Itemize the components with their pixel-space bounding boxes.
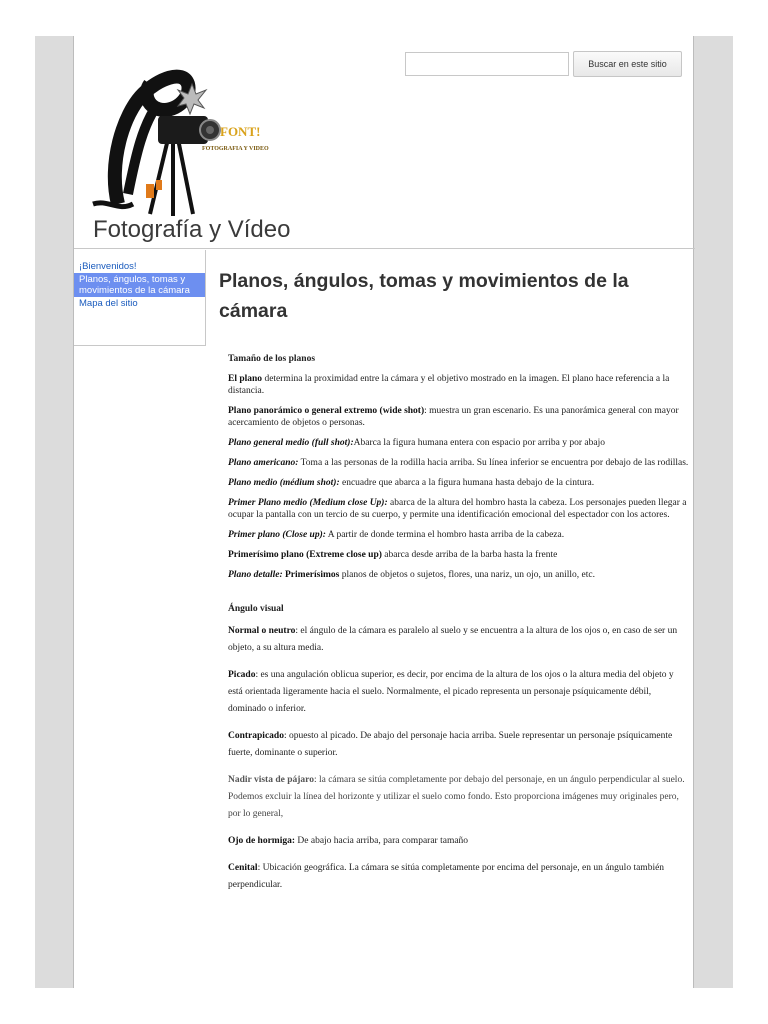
term: Primerísimo plano (Extreme close up) (228, 550, 382, 560)
paragraph (228, 497, 690, 521)
term: Primer plano (Close up): (228, 530, 326, 540)
text: : opuesto al picado. De abajo del personaje hacia arriba. Suele representar un personaje psíquicamente fuerte, dominante o superior. (228, 731, 673, 758)
paragraph (228, 477, 690, 489)
term: Contrapicado (228, 731, 284, 741)
text: : Ubicación geográfica. La cámara se sitúa completamente por encima del personaje, en un ángulo también perpendicular. (228, 863, 665, 890)
search-input[interactable] (405, 52, 569, 76)
sidebar-item-bienvenidos[interactable]: ¡Bienvenidos! (79, 261, 137, 272)
term: Nadir vista de pájaro (228, 775, 314, 785)
term: Picado (228, 670, 256, 680)
page-container (73, 36, 694, 988)
text: abarca de la altura del hombro hasta la cabeza. Los personajes pueden llegar a ocupar la pantalla con un tercio de su cuerpo, y permite una identificación emocional del espectador con los actores. (228, 498, 687, 520)
text: determina la proximidad entre la cámara y el objetivo mostrado en la imagen. El plano hace referencia a la distancia. (228, 374, 670, 396)
paragraph (228, 437, 690, 449)
paragraph (228, 529, 690, 541)
text: abarca desde arriba de la barba hasta la frente (381, 550, 558, 560)
main-content (207, 250, 695, 988)
text: : es una angulación oblicua superior, es decir, por encima de la altura de los ojos o la altura media del objeto y está orientada ligeramente hacia el suelo. Normalmente, el picado representa un personaje psíquicamente débil, dominado o inferior. (228, 670, 674, 714)
paragraph (228, 728, 690, 762)
term: Plano general medio (full shot): (228, 438, 354, 448)
term: Primer Plano medio (Medium close Up): (228, 498, 388, 508)
paragraph (228, 772, 690, 823)
paragraph (228, 405, 690, 429)
text: Abarca la figura humana entera con espacio por arriba y por abajo (353, 438, 605, 448)
paragraph (228, 667, 690, 718)
term: Plano americano: (228, 458, 299, 468)
text: : el ángulo de la cámara es paralelo al suelo y se encuentra a la altura de los ojos o, en caso de ser un objeto, a su altura media. (228, 626, 678, 653)
paragraph (228, 833, 690, 850)
text: : muestra un gran escenario. Es una panorámica general con mayor acercamiento de objetos o personas. (228, 406, 679, 428)
paragraph (228, 860, 690, 894)
site-header (74, 36, 695, 249)
logo-wordmark: FONT! (220, 124, 261, 139)
article-body (228, 353, 690, 904)
term-2: Primerísimos (282, 570, 340, 580)
paragraph (228, 549, 690, 561)
term: Plano detalle: (228, 570, 283, 580)
text: De abajo hacia arriba, para comparar tamaño (295, 836, 469, 846)
term: Plano medio (médium shot): (228, 478, 340, 488)
term: El plano (228, 374, 263, 384)
site-logo[interactable] (88, 54, 318, 219)
section-heading: Tamaño de los planos (228, 354, 316, 364)
term: Cenital (228, 863, 258, 873)
paragraph (228, 373, 690, 397)
site-title[interactable]: Fotografía y Vídeo (93, 216, 291, 243)
sidebar-nav (74, 250, 206, 346)
section-heading: Ángulo visual (228, 604, 284, 614)
term: Normal o neutro (228, 626, 296, 636)
paragraph (228, 623, 690, 657)
paragraph (228, 569, 690, 581)
term: Ojo de hormiga: (228, 836, 296, 846)
term: Plano panorámico o general extremo (wide shot) (228, 406, 425, 416)
search-button[interactable]: Buscar en este sitio (573, 51, 682, 77)
text: A partir de donde termina el hombro hasta arriba de la cabeza. (325, 530, 565, 540)
sidebar-item-planos[interactable]: Planos, ángulos, tomas y movimientos de la cámara (74, 273, 205, 297)
text: : la cámara se sitúa completamente por debajo del personaje, en un ángulo perpendicular al suelo. Podemos excluir la línea del horizonte y utilizar el suelo como fondo. Esto proporciona imágenes muy originales pero, por lo general, (228, 775, 685, 819)
page-title: Planos, ángulos, tomas y movimientos de la cámara (219, 270, 629, 322)
text: Toma a las personas de la rodilla hacia arriba. Su línea inferior se encuentra por debajo de las rodillas. (298, 458, 689, 468)
sidebar-item-mapa[interactable]: Mapa del sitio (79, 298, 138, 309)
text: planos de objetos o sujetos, flores, una nariz, un ojo, un anillo, etc. (339, 570, 595, 580)
paragraph (228, 457, 690, 469)
logo-subtitle: FOTOGRAFIA Y VIDEO (202, 146, 269, 152)
text: encuadre que abarca a la figura humana hasta debajo de la cintura. (339, 478, 595, 488)
